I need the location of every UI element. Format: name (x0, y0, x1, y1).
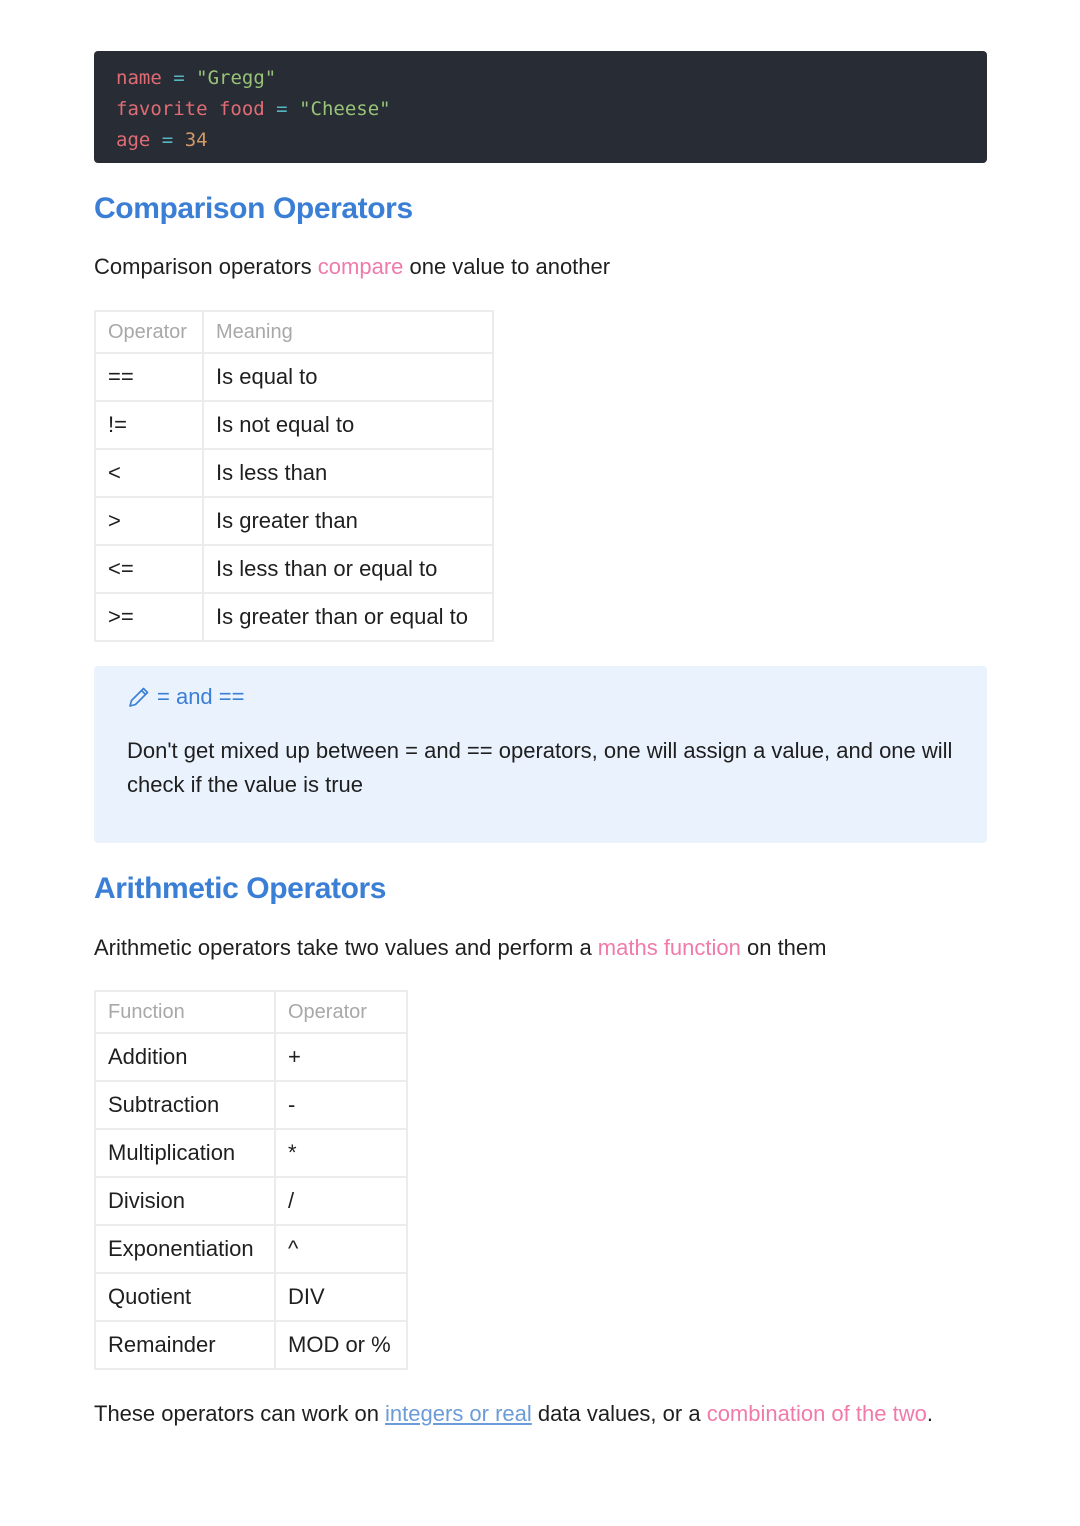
code-line (116, 63, 965, 94)
comparison-table (94, 310, 494, 642)
code-op: = (173, 67, 185, 89)
table-cell: Addition (95, 1033, 275, 1081)
highlight-text: combination of the two (706, 1401, 927, 1426)
table-cell: Subtraction (95, 1081, 275, 1129)
column-header: Operator (275, 991, 407, 1033)
callout-title-text: = and == (157, 684, 245, 709)
table-row (95, 1081, 407, 1129)
table-cell: != (95, 401, 203, 449)
table-row (95, 1177, 407, 1225)
code-block (94, 51, 987, 163)
table-cell: Is greater than (203, 497, 493, 545)
table-cell: ^ (275, 1225, 407, 1273)
table-cell: - (275, 1081, 407, 1129)
table-cell: / (275, 1177, 407, 1225)
comparison-heading: Comparison Operators (94, 192, 413, 225)
table-cell: Division (95, 1177, 275, 1225)
table-cell: + (275, 1033, 407, 1081)
code-var: age (116, 129, 151, 151)
arithmetic-heading: Arithmetic Operators (94, 872, 387, 905)
highlight-text: compare (317, 254, 404, 279)
column-header: Operator (95, 311, 203, 353)
table-cell: Is greater than or equal to (203, 593, 493, 641)
intro-text: Comparison operators (94, 254, 318, 279)
callout-title (127, 684, 244, 710)
table-cell: > (95, 497, 203, 545)
highlight-text: maths function (597, 935, 741, 960)
table-cell: * (275, 1129, 407, 1177)
intro-text: Arithmetic operators take two values and perform a (94, 935, 598, 960)
column-header: Function (95, 991, 275, 1033)
table-row (95, 593, 493, 641)
code-op: = (276, 98, 288, 120)
footer-text: . (926, 1401, 933, 1426)
table-row (95, 1273, 407, 1321)
table-row (95, 1033, 407, 1081)
code-op: = (161, 129, 174, 151)
code-var: favorite food (116, 98, 265, 120)
code-value: "Gregg" (196, 67, 277, 89)
table-cell: Multiplication (95, 1129, 275, 1177)
footer-paragraph (94, 1397, 954, 1431)
table-row (95, 1129, 407, 1177)
intro-text: one value to another (403, 254, 611, 279)
table-row (95, 353, 493, 401)
table-cell: Is not equal to (203, 401, 493, 449)
table-cell: == (95, 353, 203, 401)
table-row (95, 401, 493, 449)
code-line (116, 94, 965, 125)
table-cell: Is less than (203, 449, 493, 497)
table-row (95, 1225, 407, 1273)
comparison-intro (94, 254, 610, 280)
pencil-icon (127, 685, 151, 709)
table-row (95, 545, 493, 593)
table-header-row (95, 991, 407, 1033)
code-value: "Cheese" (299, 98, 391, 120)
table-cell: >= (95, 593, 203, 641)
code-value: 34 (184, 129, 208, 151)
footer-text: These operators can work on (94, 1401, 386, 1426)
table-cell: Quotient (95, 1273, 275, 1321)
table-row (95, 449, 493, 497)
arithmetic-intro (94, 935, 826, 961)
callout-box (94, 666, 987, 843)
callout-body: Don't get mixed up between = and == operators, one will assign a value, and one will check if the value is true (127, 738, 953, 797)
table-cell: Is less than or equal to (203, 545, 493, 593)
table-cell: < (95, 449, 203, 497)
table-row (95, 497, 493, 545)
table-cell: MOD or % (275, 1321, 407, 1369)
arithmetic-table (94, 990, 408, 1370)
code-var: name (116, 67, 162, 89)
table-cell: <= (95, 545, 203, 593)
column-header: Meaning (203, 311, 493, 353)
table-cell: Remainder (95, 1321, 275, 1369)
table-header-row (95, 311, 493, 353)
footer-text: data values, or a (531, 1401, 707, 1426)
code-line (116, 125, 965, 156)
table-cell: Is equal to (203, 353, 493, 401)
integers-link[interactable]: integers or real (385, 1401, 532, 1426)
table-cell: Exponentiation (95, 1225, 275, 1273)
intro-text: on them (740, 935, 827, 960)
table-row (95, 1321, 407, 1369)
table-cell: DIV (275, 1273, 407, 1321)
